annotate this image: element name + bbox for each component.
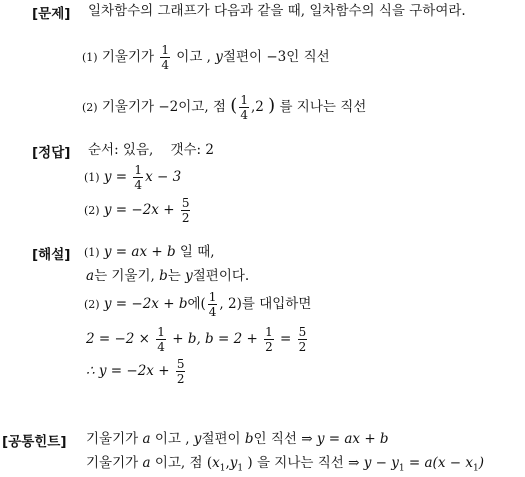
math-value: −3 (266, 49, 287, 65)
math-var: x (212, 455, 220, 471)
answer-1 (84, 164, 181, 191)
item-number: (2) (84, 298, 100, 311)
fraction (156, 326, 166, 353)
numerator: 1 (240, 93, 248, 107)
item-number: (1) (84, 246, 100, 259)
text: 절편이 (222, 49, 263, 65)
explain-line-3 (84, 291, 311, 318)
numerator: 5 (176, 357, 185, 371)
hint-label: [공통힌트] (2, 434, 67, 450)
numerator: 5 (181, 196, 190, 210)
math-var: b (244, 431, 254, 447)
problem-item-1 (82, 44, 330, 71)
math: 2 = −2 × (86, 331, 155, 347)
text: 를 지나는 직선 (279, 99, 367, 115)
fraction (298, 326, 308, 353)
denominator: 4 (134, 178, 143, 192)
math: y = ax + b (103, 244, 176, 260)
denominator: 2 (181, 211, 190, 225)
text: 는 (167, 268, 181, 284)
fraction (264, 326, 274, 353)
explain-line-1 (84, 244, 215, 261)
text: 인 직선 (286, 49, 330, 65)
numerator: 1 (134, 163, 143, 177)
text: 이고 , (154, 431, 190, 447)
item-number: (1) (84, 171, 100, 184)
math: y = −2x + b (103, 296, 188, 312)
problem-item-2: (2) 기울기가 −2이고, 점 ( $\frac{1}{4}$ ,2 ) 를 지나는 직선 (82, 93, 367, 122)
fraction (176, 358, 186, 385)
item-number: (2) (84, 204, 100, 217)
math: x − 3 (145, 169, 182, 185)
fraction (181, 197, 191, 224)
math-var: y (229, 455, 238, 471)
subscript: 1 (219, 463, 226, 474)
denominator: 2 (298, 340, 307, 354)
math-value: −2 (158, 99, 179, 115)
answer-2 (84, 197, 192, 224)
text: 이고, 점 (178, 99, 226, 115)
fraction (239, 94, 249, 121)
math-var: y (193, 431, 202, 447)
denominator: 2 (176, 372, 185, 386)
answer-label: [정답] (32, 145, 71, 161)
explain-line-4 (86, 326, 309, 353)
math-var: a (142, 431, 151, 447)
text: 이고, 점 ( (154, 455, 213, 471)
explain-label: [해설] (32, 247, 71, 263)
denominator: 4 (161, 58, 169, 72)
explain-line-5 (86, 358, 187, 385)
problem-label: [문제] (32, 6, 71, 22)
math: y = (103, 169, 132, 185)
denominator: 2 (265, 340, 273, 354)
math-var: a (86, 268, 95, 284)
math: ) (478, 455, 484, 471)
problem-text: 일차함수의 그래프가 다음과 같을 때, 일차함수의 식을 구하여라. (88, 3, 466, 19)
math-var: a (142, 455, 151, 471)
numerator: 1 (161, 43, 169, 57)
item-number: (2) (82, 101, 98, 114)
text: 이고 , (176, 49, 211, 65)
numerator: 1 (157, 325, 165, 339)
text: 인 직선 ⇒ (253, 431, 313, 447)
subscript: 1 (472, 463, 479, 474)
math: y − y (363, 455, 399, 471)
numerator: 5 (298, 325, 307, 339)
text: ) 을 지나는 직선 ⇒ (247, 455, 360, 471)
fraction (160, 44, 170, 71)
text: , (225, 455, 230, 471)
math: y = −2x + (103, 202, 179, 218)
numerator: 1 (265, 325, 273, 339)
answer-summary: 순서: 있음, 갯수: 2 (88, 142, 214, 158)
text: 에( (187, 296, 206, 312)
text: 기울기가 (86, 455, 139, 471)
text: , 2)를 대입하면 (219, 296, 312, 312)
text: 는 기울기, (94, 268, 155, 284)
fraction (208, 291, 218, 318)
denominator: 4 (157, 340, 165, 354)
math: y = ax + b (316, 431, 389, 447)
math-var: y (215, 49, 223, 65)
text: 절편이다. (192, 268, 250, 284)
fraction (133, 164, 143, 191)
hint-line-1 (86, 431, 389, 447)
text: 절편이 (201, 431, 241, 447)
math-var: b (159, 268, 168, 284)
math-value: ,2 (250, 99, 264, 115)
explain-line-2 (86, 268, 249, 284)
hint-line-2 (86, 455, 484, 477)
text: 기울기가 (86, 431, 139, 447)
numerator: 1 (208, 290, 217, 304)
text: 기울기가 (101, 99, 155, 115)
math-var: y (185, 268, 193, 284)
math: = (275, 331, 296, 347)
subscript: 1 (398, 463, 405, 474)
text: 기울기가 (101, 49, 155, 65)
math: ∴ y = −2x + (86, 363, 174, 379)
denominator: 4 (240, 108, 248, 122)
subscript: 1 (237, 463, 244, 474)
item-number: (1) (82, 51, 98, 64)
math: + b, b = 2 + (167, 331, 263, 347)
denominator: 4 (208, 305, 217, 319)
text: 일 때, (179, 244, 215, 260)
math: = a(x − x (404, 455, 473, 471)
